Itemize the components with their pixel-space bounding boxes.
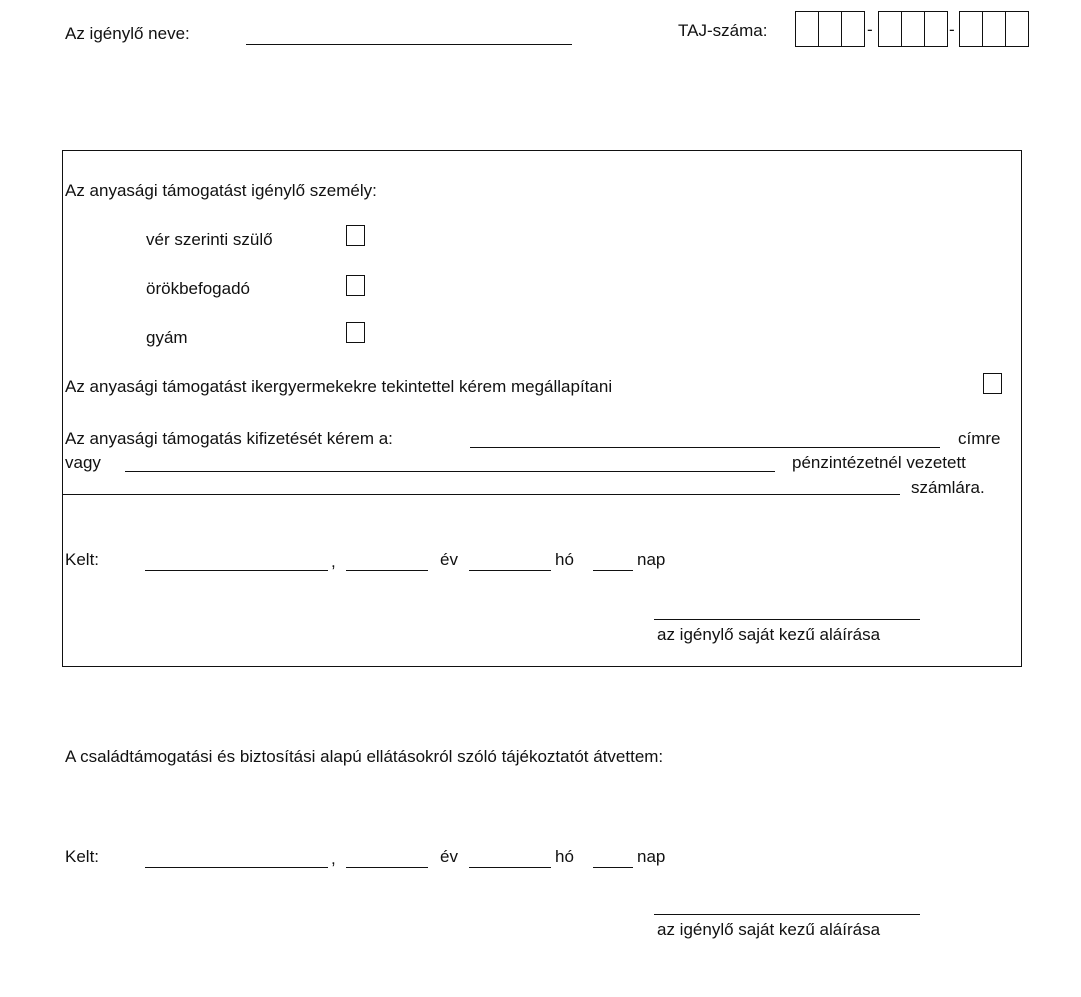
taj-separator: - [949, 20, 955, 39]
receipt-date-label: Kelt: [65, 847, 100, 866]
receipt-signature-caption: az igénylő saját kezű aláírása [657, 920, 881, 939]
taj-digit-cell[interactable] [796, 12, 819, 46]
date-comma: , [331, 552, 336, 571]
receipt-month-label: hó [555, 847, 574, 866]
taj-digit-cell[interactable] [819, 12, 842, 46]
payment-text: Az anyasági támogatás kifizetését kérem a: [65, 429, 393, 448]
taj-label: TAJ-száma: [678, 21, 768, 40]
applicant-name-field[interactable] [246, 44, 572, 45]
taj-digit-cell[interactable] [925, 12, 947, 46]
taj-digit-cell[interactable] [879, 12, 902, 46]
applicant-type-heading: Az anyasági támogatást igénylő személy: [65, 181, 377, 200]
month-label: hó [555, 550, 574, 569]
taj-separator: - [867, 20, 873, 39]
option-checkbox-adoptive-parent[interactable] [346, 275, 365, 296]
receipt-year-label: év [440, 847, 458, 866]
applicant-name-label: Az igénylő neve: [65, 24, 190, 43]
receipt-date-comma: , [331, 849, 336, 868]
date-place-field[interactable] [145, 570, 328, 571]
option-checkbox-guardian[interactable] [346, 322, 365, 343]
signature-caption: az igénylő saját kezű aláírása [657, 625, 881, 644]
option-label-guardian: gyám [146, 328, 188, 347]
receipt-date-place-field[interactable] [145, 867, 328, 868]
account-suffix: számlára. [911, 478, 985, 497]
option-label-biological-parent: vér szerinti szülő [146, 230, 273, 249]
bank-suffix: pénzintézetnél vezetett [792, 453, 966, 472]
address-suffix: címre [958, 429, 1001, 448]
or-label: vagy [65, 453, 101, 472]
taj-digit-cell[interactable] [1006, 12, 1028, 46]
taj-digit-cell[interactable] [983, 12, 1006, 46]
receipt-date-day-field[interactable] [593, 867, 633, 868]
receipt-date-month-field[interactable] [469, 867, 551, 868]
address-field[interactable] [470, 447, 940, 448]
receipt-date-year-field[interactable] [346, 867, 428, 868]
account-number-field[interactable] [62, 494, 900, 495]
twins-checkbox[interactable] [983, 373, 1002, 394]
receipt-signature-line[interactable] [654, 914, 920, 915]
day-label: nap [637, 550, 666, 569]
taj-segment-2[interactable] [878, 11, 948, 47]
taj-digit-cell[interactable] [960, 12, 983, 46]
taj-digit-cell[interactable] [902, 12, 925, 46]
date-month-field[interactable] [469, 570, 551, 571]
twins-text: Az anyasági támogatást ikergyermekekre tekintettel kérem megállapítani [65, 377, 613, 396]
bank-name-field[interactable] [125, 471, 775, 472]
option-checkbox-biological-parent[interactable] [346, 225, 365, 246]
date-day-field[interactable] [593, 570, 633, 571]
receipt-text: A családtámogatási és biztosítási alapú ellátásokról szóló tájékoztatót átvettem: [65, 747, 664, 766]
taj-segment-1[interactable] [795, 11, 865, 47]
year-label: év [440, 550, 458, 569]
taj-segment-3[interactable] [959, 11, 1029, 47]
application-box [62, 150, 1022, 667]
taj-digit-cell[interactable] [842, 12, 864, 46]
date-year-field[interactable] [346, 570, 428, 571]
date-label: Kelt: [65, 550, 100, 569]
option-label-adoptive-parent: örökbefogadó [146, 279, 250, 298]
signature-line[interactable] [654, 619, 920, 620]
receipt-day-label: nap [637, 847, 666, 866]
